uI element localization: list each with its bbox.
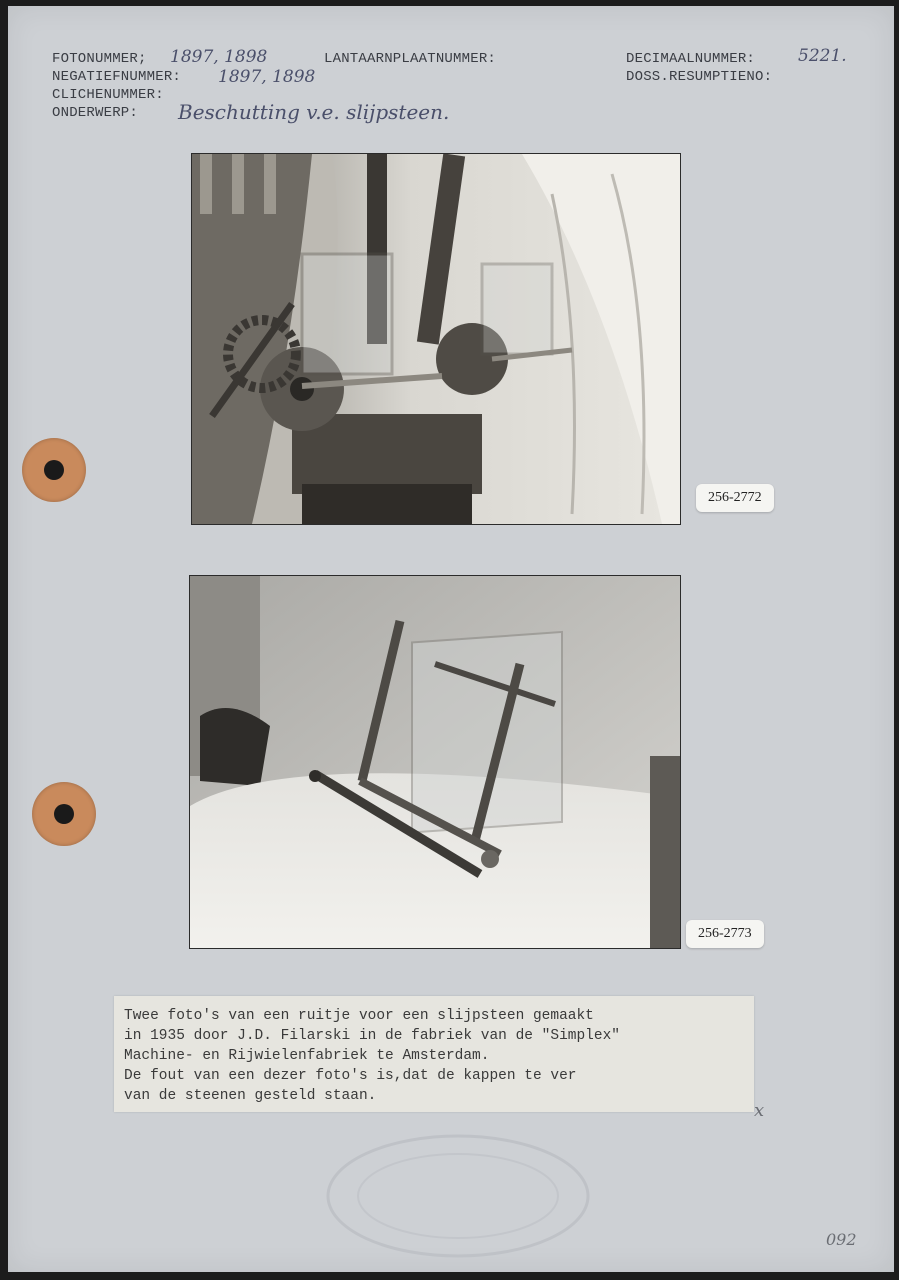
photo-grinder-ref: 256-2772 — [696, 484, 774, 512]
photo-guard-ref: 256-2773 — [686, 920, 764, 948]
doss-label: DOSS.RESUMPTIENO: — [626, 69, 773, 85]
caption-line: Twee foto's van een ruitje voor een slijpsteen gemaakt — [124, 1008, 594, 1024]
negatief-label: NEGATIEFNUMMER: — [52, 69, 182, 85]
faint-stamp — [308, 1116, 608, 1266]
cliche-label: CLICHENUMMER: — [52, 87, 164, 103]
onderwerp-label: ONDERWERP: — [52, 105, 139, 121]
fotonummer-value: 1897, 1898 — [170, 47, 268, 67]
negatief-value: 1897, 1898 — [218, 67, 316, 87]
archive-card — [8, 6, 894, 1272]
caption-line: De fout van een dezer foto's is,dat de kappen te ver — [124, 1068, 577, 1084]
page-number: 092 — [826, 1230, 857, 1249]
caption-line: Machine- en Rijwielenfabriek te Amsterdam. — [124, 1048, 490, 1064]
lantaarnplaat-label: LANTAARNPLAATNUMMER: — [324, 51, 497, 67]
punch-hole-top — [22, 438, 86, 502]
photo-guard — [190, 576, 680, 948]
caption-line: van de steenen gesteld staan. — [124, 1088, 377, 1104]
decimaal-value: 5221. — [798, 46, 847, 66]
caption-line: in 1935 door J.D. Filarski in de fabriek van de "Simplex" — [124, 1028, 620, 1044]
onderwerp-value: Beschutting v.e. slijpsteen. — [178, 100, 450, 124]
photo-grinder-image — [192, 154, 680, 524]
punch-hole-bottom — [32, 782, 96, 846]
decimaal-label: DECIMAALNUMMER: — [626, 51, 756, 67]
pencil-mark: x — [754, 1100, 765, 1121]
caption-strip — [114, 996, 754, 1112]
fotonummer-label: FOTONUMMER; — [52, 51, 147, 67]
photo-grinder — [192, 154, 680, 524]
photo-guard-image — [190, 576, 680, 948]
